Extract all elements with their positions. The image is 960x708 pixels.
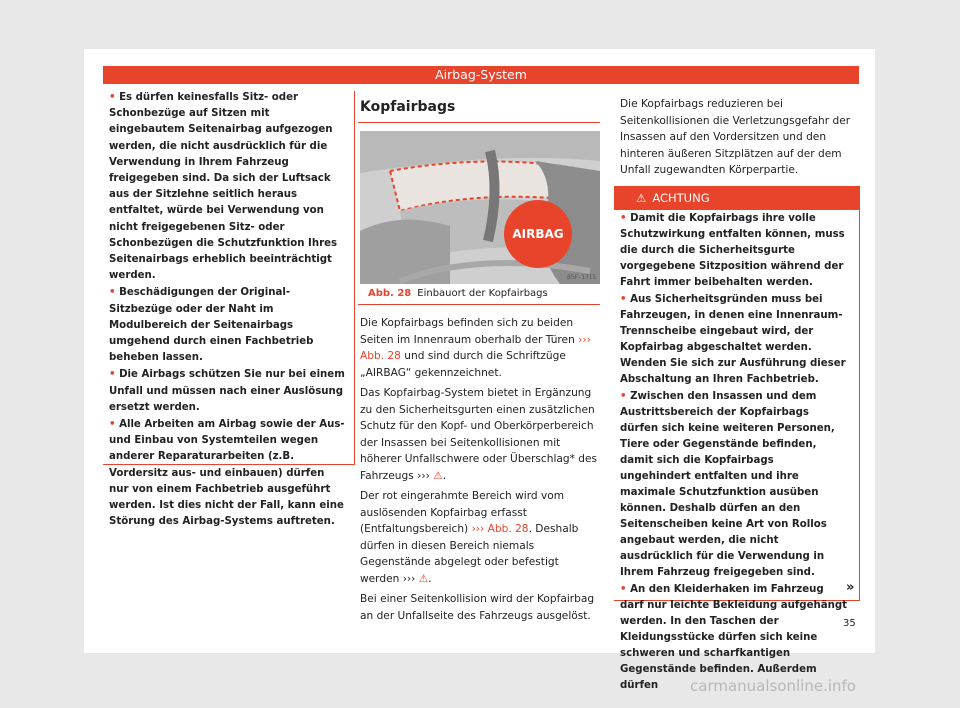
bullet-icon: • xyxy=(109,287,120,299)
body-text xyxy=(360,315,600,628)
figure-kopfairbag xyxy=(360,131,600,284)
figure-caption xyxy=(368,288,548,299)
warning-header-icon: ⚠ xyxy=(636,191,647,205)
list-item: • Beschädigungen der Original-Sitzbezüge oder der Naht im Modulbereich der Seitenairbags umgehend durch einen Fachbetrieb beheben lassen. xyxy=(109,287,314,364)
safety-list xyxy=(109,90,347,531)
warning-item: • An den Kleiderhaken im Fahrzeug darf nur leichte Bekleidung aufgehängt werden. In den Taschen der Kleidungsstücke dürfen sich keine schweren und scharfkantigen Gegenstände befinden. Außerdem dürfen xyxy=(620,584,848,691)
bullet-icon: • xyxy=(109,92,120,103)
bullet-icon: • xyxy=(620,294,631,305)
list-item: • Die Airbags schützen Sie nur bei einem Unfall und müssen nach einer Auslösung ersetzt werden. xyxy=(109,369,345,413)
figure-number: Abb. 28 xyxy=(368,288,412,299)
figure-reference-link[interactable]: ››› Abb. 28 xyxy=(360,333,591,362)
warning-list xyxy=(620,211,848,695)
car-interior-illustration xyxy=(360,131,600,284)
list-item: • Es dürfen keinesfalls Sitz- oder Schonbezüge auf Sitzen mit eingebautem Seitenairbag aufgezogen werden, die nicht ausdrücklich für die Verwendung in Ihrem Fahrzeug freigegeben sind. Da sich der Luftsack aus der Sitzlehne seitlich heraus entfaltet, würde bei Verwendung von nicht freigegebenen Sitz- oder Schonbezügen die Schutzfunktion Ihres Seitenairbags erheblich beeinträchtigt werden. xyxy=(109,92,338,282)
figure-code: B5F-1715 xyxy=(567,274,596,281)
figure-rule xyxy=(358,304,600,305)
warning-item: • Aus Sicherheitsgründen muss bei Fahrzeugen, in denen eine Innenraum-Trennscheibe eingebaut wird, der Kopfairbag abgeschaltet werden. Wenden Sie sich zur Ausführung dieser Abschaltung an Ihren Fachbetrieb. xyxy=(620,294,846,385)
ref-arrow: ››› xyxy=(402,572,416,585)
bullet-icon: • xyxy=(620,584,631,595)
warning-header: ⚠ ACHTUNG xyxy=(614,186,860,210)
warning-icon[interactable]: ⚠ xyxy=(433,469,443,482)
paragraph: Bei einer Seitenkollision wird der Kopfairbag an der Unfallseite des Fahrzeugs ausgelöst. xyxy=(360,593,595,622)
section-header: Airbag-System xyxy=(103,66,859,84)
warning-item: • Zwischen den Insassen und dem Austrittsbereich der Kopfairbags dürfen sich keine weiteren Personen, Tiere oder Gegenstände befinden, damit sich die Kopfairbags ungehindert entfalten und ihre maximale Schutzfunktion ausüben können. Deshalb dürfen an den Seitenscheiben keine Art von Rollos angebaut werden, die nicht ausdrücklich für die Verwendung in Ihrem Fahrzeug freigegeben sind. xyxy=(620,391,835,578)
list-item: • Alle Arbeiten am Airbag sowie der Aus- und Einbau von Systemteilen wegen anderer Reparaturarbeiten (z.B. Vordersitz aus- und einbauen) dürfen nur von einem Fachbetrieb ausgeführt werden. Ist dies nicht der Fall, kann eine Störung des Airbag-Systems auftreten. xyxy=(109,419,345,528)
page-number: 35 xyxy=(843,618,856,629)
paragraph: Das Kopfairbag-System bietet in Ergänzung zu den Sicherheitsgurten einen zusätzlichen Schutz für den Kopf- und Oberkörperbereich der Insassen bei Seitenkollisionen mit höherer Unfallschwere oder Überschlag* des Fahrzeugs ››› ⚠. xyxy=(360,387,598,482)
airbag-label: AIRBAG xyxy=(512,227,564,241)
figure-reference-link[interactable]: ››› Abb. 28 xyxy=(471,523,529,535)
intro-paragraph: Die Kopfairbags reduzieren bei Seitenkollisionen die Verletzungsgefahr der Insassen auf den Vordersitzen und den hinteren äußeren Sitzplätzen auf der dem Unfall zugewandten Körperpartie. xyxy=(620,98,851,176)
bullet-icon: • xyxy=(620,391,631,402)
watermark: carmanualsonline.info xyxy=(690,677,856,695)
paragraph: Die Kopfairbags befinden sich zu beiden Seiten im Innenraum oberhalb der Türen ››› Abb. 28 und sind durch die Schriftzüge „AIRBAG“ gekennzeichnet. xyxy=(360,317,591,379)
bullet-icon: • xyxy=(620,213,631,224)
title-rule xyxy=(358,122,600,123)
section-title: Kopfairbags xyxy=(360,99,456,115)
warning-item: • Damit die Kopfairbags ihre volle Schutzwirkung entfalten können, muss die durch die Sicherheitsgurte vorgegebene Sitzposition während der Fahrt immer beibehalten werden. xyxy=(620,213,845,288)
bullet-icon: • xyxy=(109,369,120,381)
section-title-wrap xyxy=(358,90,600,115)
continue-icon: » xyxy=(846,580,855,595)
bullet-icon: • xyxy=(109,419,120,431)
warning-icon[interactable]: ⚠ xyxy=(418,572,429,585)
paragraph: Der rot eingerahmte Bereich wird vom auslösenden Kopfairbag erfasst (Entfaltungsbereich) ››› Abb. 28. Deshalb dürfen in diesen Bereich niemals Gegenstände abgelegt oder befestigt werden ››› ⚠. xyxy=(360,490,579,585)
ref-arrow: ››› xyxy=(417,469,430,482)
figure-caption-text: Einbauort der Kopfairbags xyxy=(417,288,548,299)
